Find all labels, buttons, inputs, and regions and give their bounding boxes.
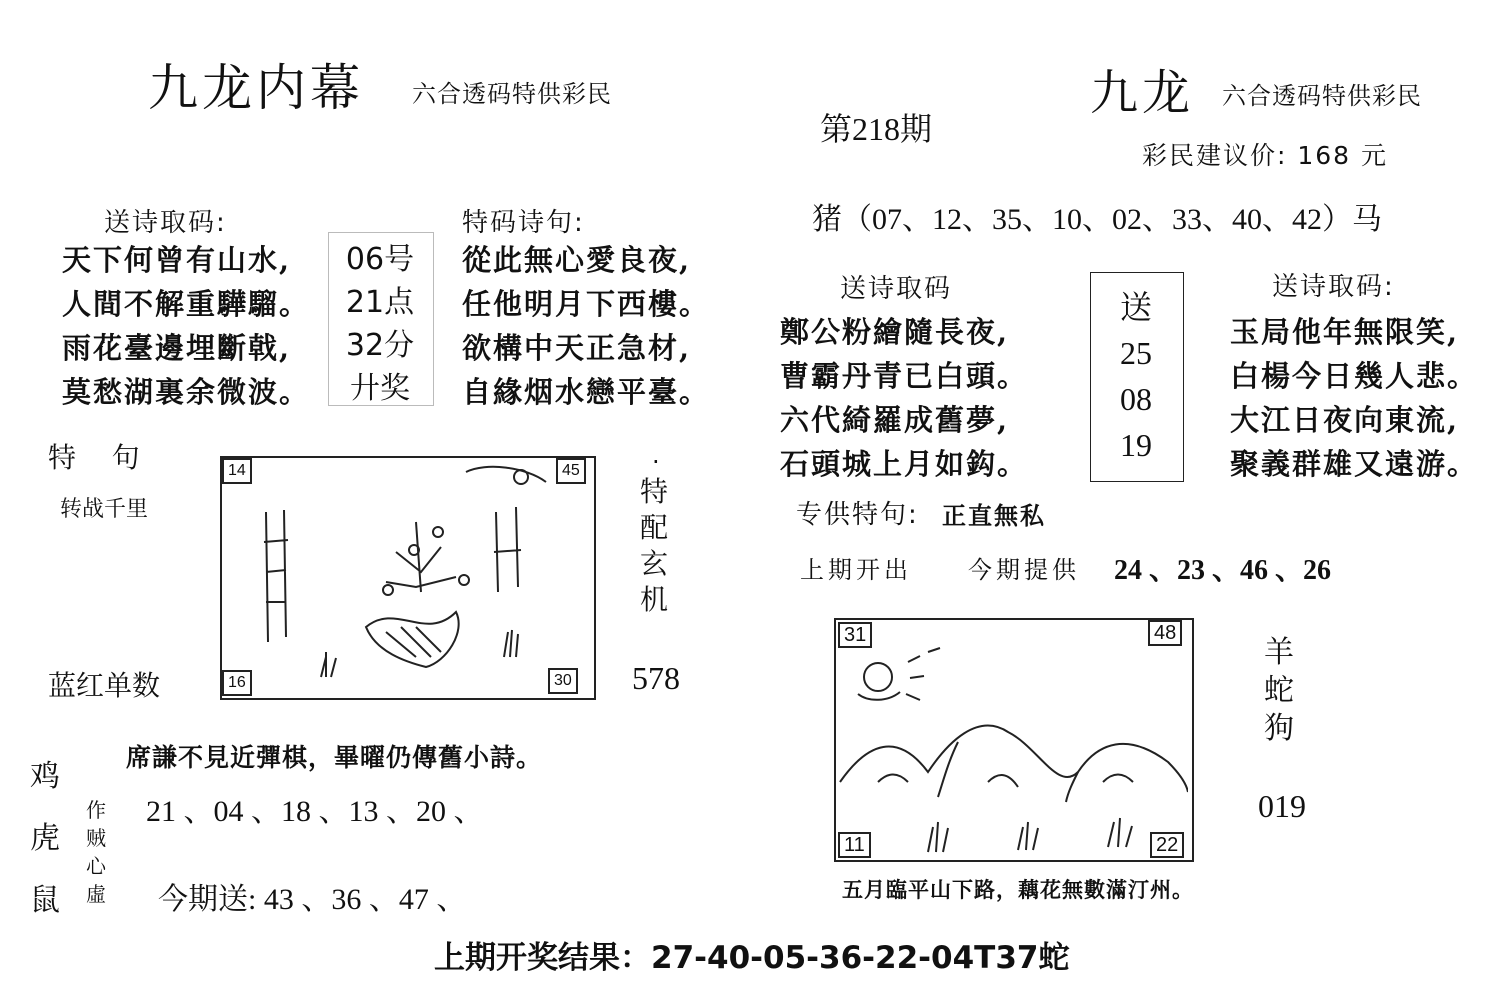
poem-line: 雨花臺邊埋斷戟, xyxy=(62,331,292,365)
left-corner-bl: 16 xyxy=(222,670,252,696)
right-poem xyxy=(780,310,1028,486)
last-issue-label: 上期开出 xyxy=(800,556,912,584)
right-mid-box-text xyxy=(1096,284,1176,468)
this-issue-numbers: 24 、23 、46 、26 xyxy=(1114,555,1332,586)
poem-line: 聚義群雄又遠游。 xyxy=(1230,447,1479,481)
left-verse: 席謙不見近彈棋，畢曜仍傳舊小詩。 xyxy=(126,743,543,772)
right-sketch-illustration xyxy=(838,622,1188,854)
left-sketch-illustration xyxy=(226,462,586,682)
right-special-text: 正直無私 xyxy=(942,501,1046,530)
poem-line: 大江日夜向東流, xyxy=(1230,403,1460,437)
poem-line: 天下何曾有山水, xyxy=(62,243,292,277)
left-mid-box-text xyxy=(340,238,420,410)
left-title: 九龙内幕 xyxy=(148,59,364,117)
right-poem2-heading: 送诗取码: xyxy=(1272,272,1395,302)
left-animals xyxy=(30,746,60,932)
animal: 狗 xyxy=(1264,711,1294,746)
vertical-char: 特 xyxy=(640,475,669,508)
mid-box-line: 08 xyxy=(1120,381,1152,417)
right-poem-heading: 送诗取码 xyxy=(840,274,953,304)
left-corner-tr: 45 xyxy=(556,458,586,484)
right-caption: 五月臨平山下路，藕花無數滿汀州。 xyxy=(842,877,1194,902)
mid-box-line: 19 xyxy=(1120,427,1152,463)
right-corner-br: 22 xyxy=(1150,832,1184,858)
left-send-line: 今期送: 43 、36 、47 、 xyxy=(158,883,467,916)
left-poem2 xyxy=(462,238,710,414)
left-dot: · xyxy=(652,448,660,476)
right-corner-tl: 31 xyxy=(838,622,872,648)
left-subtitle: 六合透码特供彩民 xyxy=(412,80,612,108)
vertical-char: 配 xyxy=(640,511,669,544)
poem-line: 從此無心愛良夜, xyxy=(462,243,692,277)
animal: 鸡 xyxy=(30,759,60,794)
left-poem xyxy=(62,238,310,414)
side-word: 作 xyxy=(86,798,106,822)
animal: 虎 xyxy=(30,821,60,856)
price: 彩民建议价: 168 元 xyxy=(1142,141,1389,170)
right-corner-bl: 11 xyxy=(838,832,871,858)
mid-box-line: 21点 xyxy=(345,285,415,320)
issue-number: 第218期 xyxy=(820,111,933,147)
poem-line: 自緣烟水戀平臺。 xyxy=(462,375,711,409)
left-special-text: 转战千里 xyxy=(60,497,149,522)
side-word: 贼 xyxy=(86,826,106,850)
animal: 羊 xyxy=(1264,635,1294,670)
left-corner-br: 30 xyxy=(548,668,578,694)
animal: 鼠 xyxy=(30,883,60,918)
left-poem2-heading: 特码诗句: xyxy=(462,208,585,238)
right-title: 九龙 xyxy=(1090,65,1195,121)
poem-line: 曹霸丹青已白頭。 xyxy=(780,359,1029,393)
left-vertical-note xyxy=(640,474,668,618)
mid-box-line: 06号 xyxy=(345,242,415,277)
side-word: 心 xyxy=(86,854,106,878)
poem-line: 莫愁湖裏余微波。 xyxy=(62,375,311,409)
animal: 蛇 xyxy=(1264,673,1294,708)
number-578: 578 xyxy=(632,660,680,696)
right-corner-tr: 48 xyxy=(1148,620,1182,646)
poem-line: 人間不解重驊騮。 xyxy=(62,287,311,321)
left-numbers-line: 21 、04 、18 、13 、20 、 xyxy=(146,795,484,828)
left-special-label: 特 句 xyxy=(48,441,140,474)
mid-box-line: 32分 xyxy=(345,328,415,363)
left-poem-heading: 送诗取码: xyxy=(104,208,227,238)
right-vertical-animals xyxy=(1264,634,1294,748)
poem-line: 石頭城上月如鈎。 xyxy=(780,447,1029,481)
left-side-words xyxy=(86,796,106,908)
vertical-char: 玄 xyxy=(640,547,669,580)
blue-red-label: 蓝红单数 xyxy=(48,669,161,702)
last-result: 上期开奖结果：27-40-05-36-22-04T37蛇 xyxy=(434,940,1070,976)
mid-box-line: 送 xyxy=(1119,288,1152,326)
right-poem2 xyxy=(1230,310,1478,486)
mid-box-line: 25 xyxy=(1120,335,1152,371)
poem-line: 白楊今日幾人悲。 xyxy=(1230,359,1479,393)
right-special-label: 专供特句: xyxy=(796,500,919,530)
poem-line: 任他明月下西樓。 xyxy=(462,287,711,321)
poem-line: 欲構中天正急材, xyxy=(462,331,692,365)
poem-line: 六代綺羅成舊夢, xyxy=(780,403,1010,437)
number-019: 019 xyxy=(1258,788,1306,824)
vertical-char: 机 xyxy=(640,583,669,616)
this-issue-label: 今期提供 xyxy=(968,556,1080,584)
poem-line: 鄭公粉繪隨長夜, xyxy=(780,315,1010,349)
side-word: 虛 xyxy=(86,882,106,906)
poem-line: 玉局他年無限笑, xyxy=(1230,315,1460,349)
left-corner-tl: 14 xyxy=(222,458,252,484)
mid-box-line: 廾奖 xyxy=(350,371,410,406)
pig-line: 猪（07、12、35、10、02、33、40、42）马 xyxy=(812,203,1382,236)
right-subtitle: 六合透码特供彩民 xyxy=(1222,82,1422,110)
